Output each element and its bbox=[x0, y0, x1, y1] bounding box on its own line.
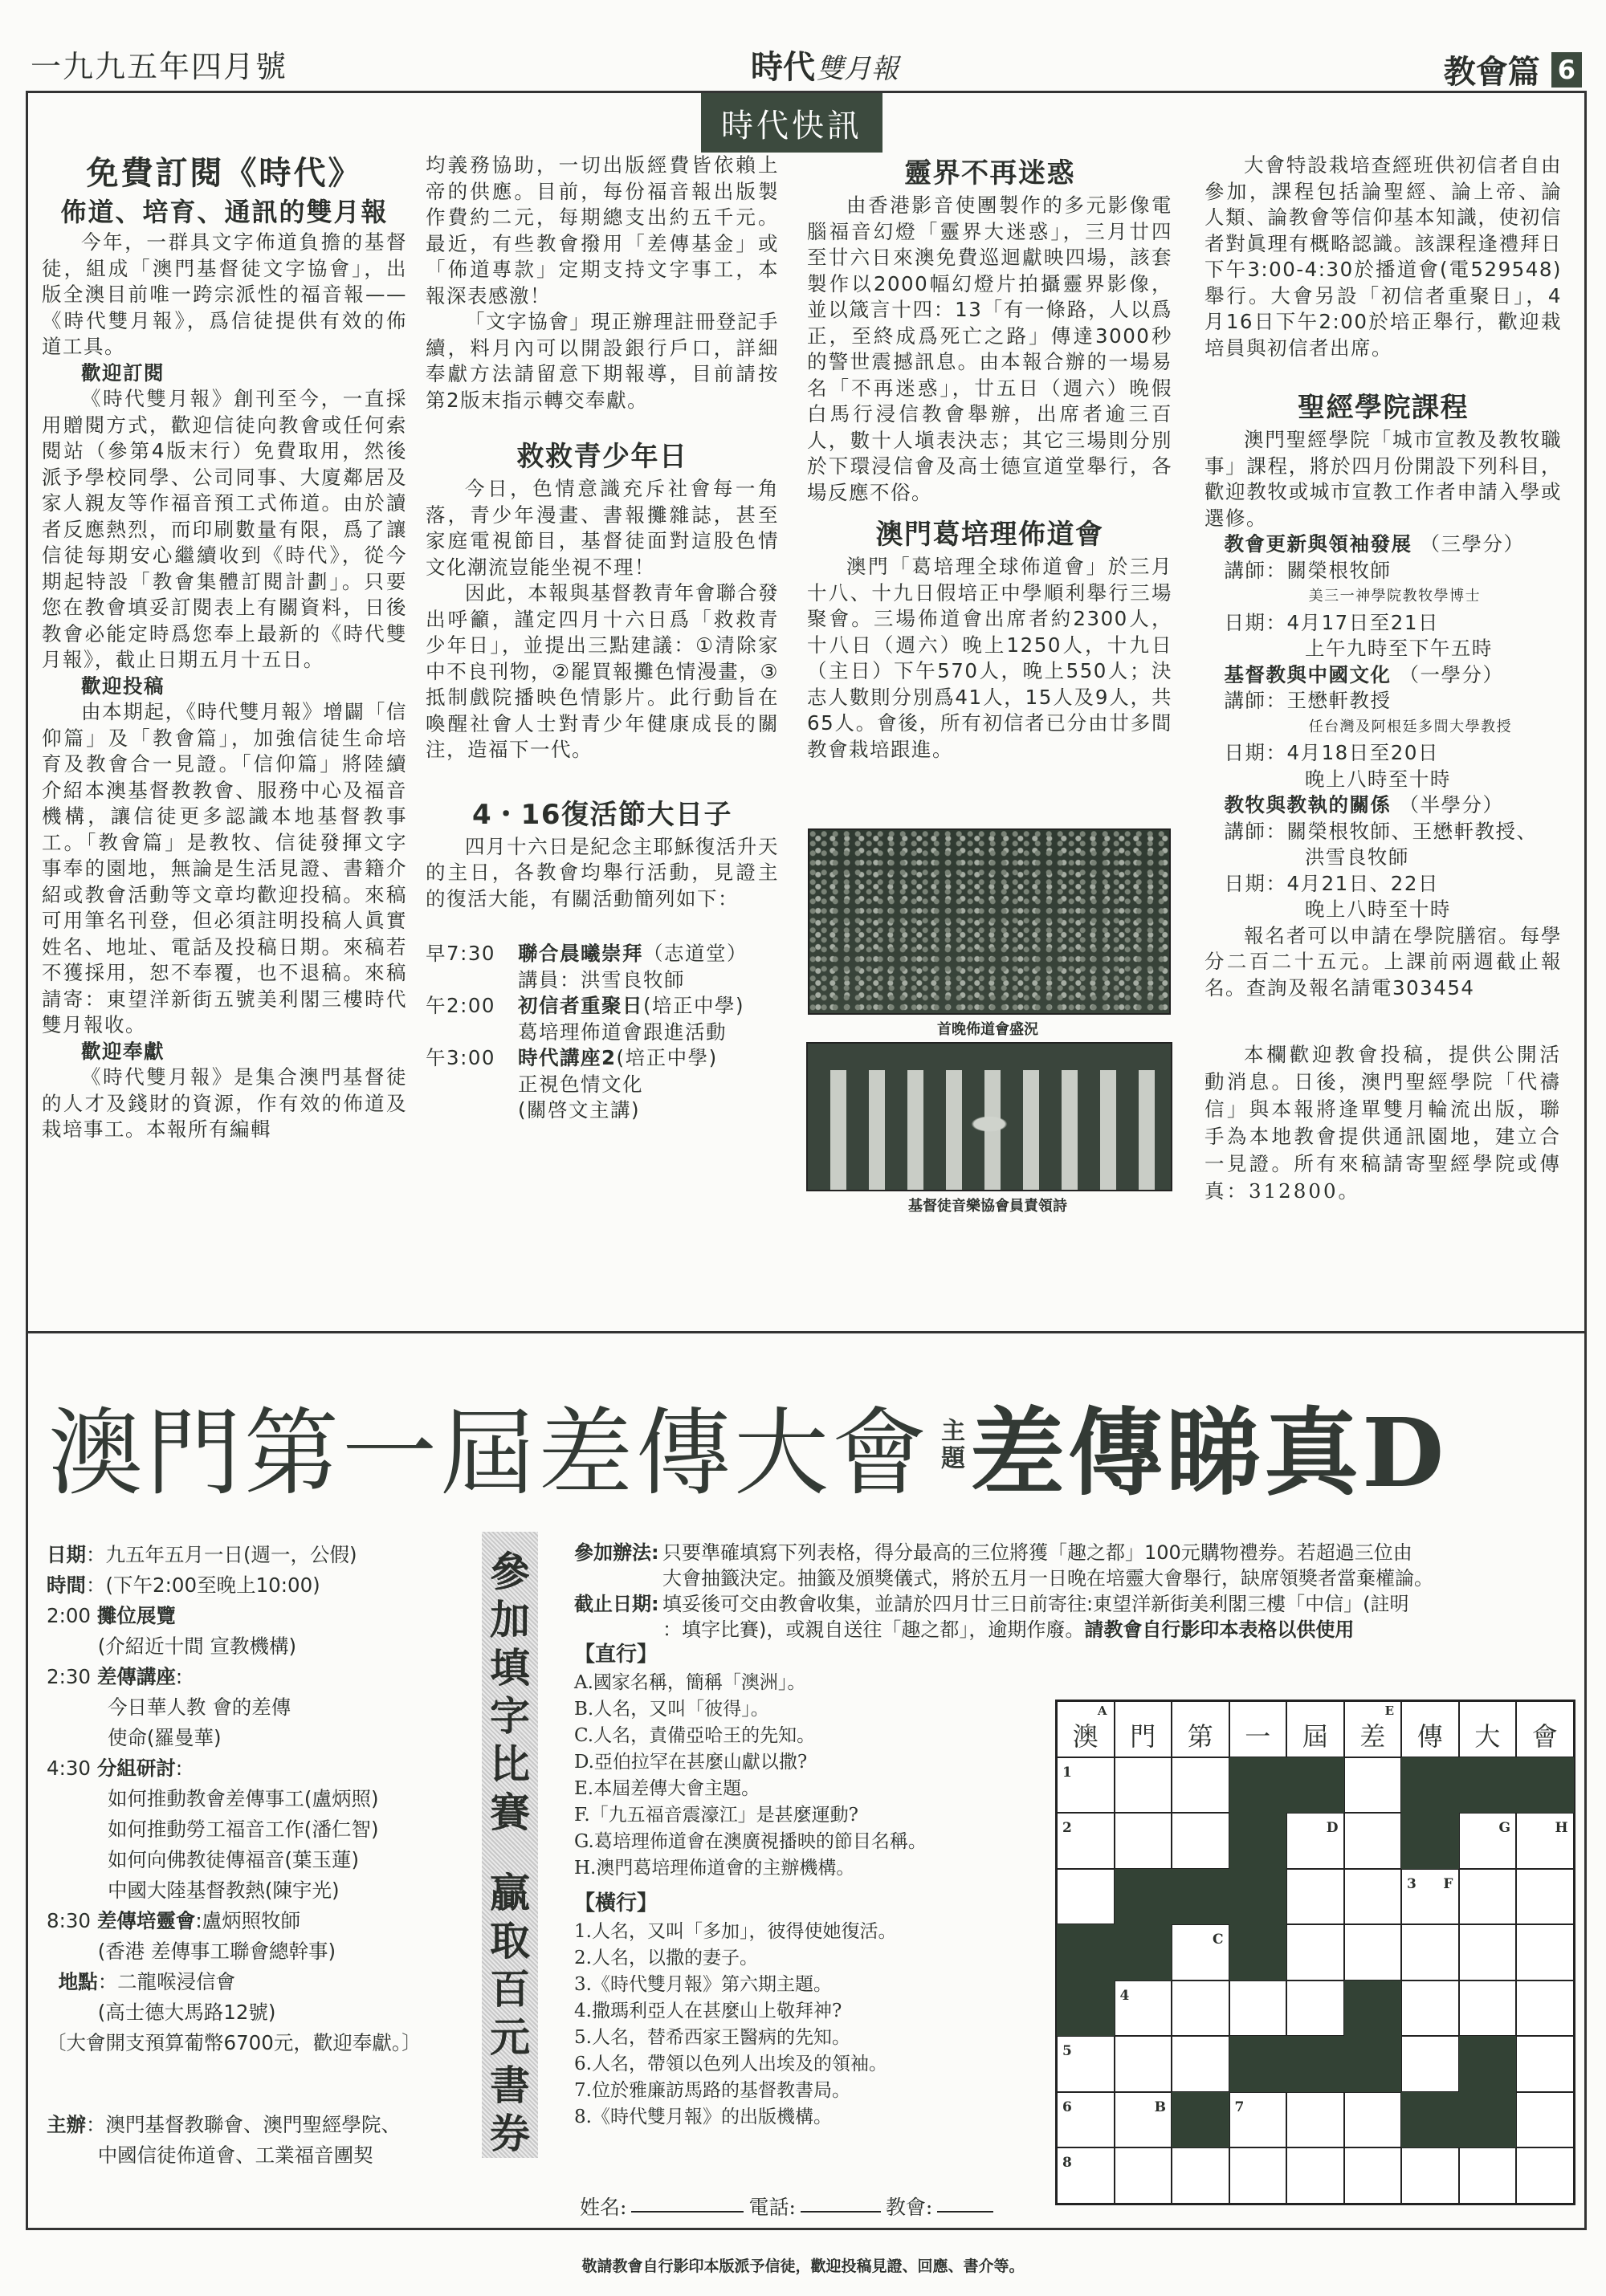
crossword-cell[interactable] bbox=[1286, 2092, 1344, 2148]
subheading: 歡迎訂閱 bbox=[81, 360, 165, 385]
crossword-block bbox=[1459, 1757, 1517, 1814]
crossword-cell[interactable] bbox=[1057, 1757, 1115, 1814]
program-detail: 如何推動教會差傳事工(盧炳照) bbox=[107, 1787, 379, 1810]
crossword-cell[interactable] bbox=[1344, 1813, 1402, 1869]
crossword-cell[interactable] bbox=[1115, 2147, 1172, 2204]
crossword-block bbox=[1286, 2036, 1344, 2092]
crossword-cell[interactable] bbox=[1401, 1869, 1459, 1925]
clue: B.人名，又叫「彼得」。 bbox=[574, 1699, 769, 1720]
paper-title: 時代 bbox=[751, 49, 815, 86]
crossword-cell[interactable] bbox=[1344, 2147, 1402, 2204]
program-detail: 今日華人教 會的差傳 bbox=[107, 1696, 291, 1719]
paragraph: 《時代雙月報》是集合澳門基督徒的人才及錢財的資源，作有效的佈道及栽培事工。本報所有編輯 bbox=[42, 1065, 407, 1141]
schedule-time: 午3:00 bbox=[426, 1046, 496, 1069]
crossword-cell[interactable] bbox=[1172, 1981, 1229, 2037]
crossword-cell bbox=[1229, 1701, 1287, 1757]
clue-number: 7 bbox=[1234, 2099, 1245, 2115]
clue-letter: F bbox=[1443, 1875, 1453, 1892]
clue-number: 3 bbox=[1407, 1875, 1416, 1892]
crossword-block bbox=[1115, 1869, 1172, 1925]
crossword-block bbox=[1057, 1924, 1115, 1981]
budget-line: 〔大會開支預算葡幣6700元，歡迎奉獻。〕 bbox=[47, 2031, 422, 2054]
section-name: 教會篇 bbox=[1443, 54, 1540, 91]
paper-name bbox=[751, 42, 899, 88]
photo-caption: 基督徒音樂協會員責領詩 bbox=[908, 1198, 1067, 1215]
phone-label: 電話: bbox=[748, 2196, 796, 2219]
organizer-line: 主辦：澳門基督教聯會、澳門聖經學院、 bbox=[47, 2113, 401, 2136]
crossword-cell[interactable] bbox=[1115, 1813, 1172, 1869]
crossword-cell[interactable] bbox=[1115, 1981, 1172, 2037]
paragraph: 「文字協會」現正辦理註冊登記手續，料月內可以開設銀行戶口，詳細奉獻方法請留意下期報導，目前請按第2版末指示轉交奉獻。 bbox=[426, 310, 779, 412]
event-place: （志道堂） bbox=[643, 942, 748, 965]
article-title: 4・16復活節大日子 bbox=[472, 798, 732, 831]
down-header: 【直行】 bbox=[574, 1643, 658, 1667]
crossword-cell[interactable] bbox=[1057, 1813, 1115, 1869]
event-name: 聯合晨曦崇拜 bbox=[518, 942, 643, 965]
event-name: 初信者重聚日 bbox=[518, 994, 643, 1017]
clue-letter: B bbox=[1154, 2099, 1166, 2115]
crossword-block bbox=[1286, 1757, 1344, 1814]
crossword-block bbox=[1172, 1869, 1229, 1925]
crossword-block bbox=[1229, 1757, 1287, 1814]
clue: E.本屆差傳大會主題。 bbox=[574, 1778, 760, 1799]
crossword-cell[interactable] bbox=[1172, 2147, 1229, 2204]
crossword-block bbox=[1229, 1813, 1287, 1869]
crossword-block bbox=[1057, 1981, 1115, 2037]
program-detail: 使命(羅曼華) bbox=[107, 1726, 222, 1749]
crossword-cell[interactable] bbox=[1057, 2147, 1115, 2204]
photo-caption: 首晚佈道會盛況 bbox=[937, 1021, 1038, 1038]
crossword-block bbox=[1344, 2036, 1402, 2092]
paragraph: 因此，本報與基督教青年會聯合發出呼籲，謹定四月十六日爲「救救青少年日」，並提出三點建議：①清除家中不良刊物，②罷買報攤色情漫畫，③抵制戲院播映色情影片。此行動旨在喚醒社會人士對青少年健康成長的關注，造福下一代。 bbox=[426, 581, 779, 761]
course-teacher: 講師：關榮根牧師 bbox=[1224, 558, 1392, 582]
article-subtitle: 佈道、培育、通訊的雙月報 bbox=[60, 197, 389, 227]
paragraph: 澳門聖經學院「城市宣教及教牧職事」課程，將於四月份開設下列科目，歡迎教牧或城市宣教工作者申請入學或選修。 bbox=[1204, 428, 1562, 530]
clue-number: 4 bbox=[1119, 1987, 1130, 2004]
crossword-cell[interactable] bbox=[1344, 1757, 1402, 1814]
easter-schedule bbox=[426, 941, 779, 1124]
clue: 5.人名，替希西家王醫病的先知。 bbox=[574, 2027, 850, 2048]
clue-number: 8 bbox=[1062, 2155, 1072, 2171]
crossword-cell[interactable] bbox=[1057, 2092, 1115, 2148]
name-field[interactable] bbox=[631, 2192, 744, 2213]
rule-text: 大會抽籤決定。抽籤及頒獎儀式，將於五月一日晚在培靈大會舉行，缺席領獎者當棄權論。 bbox=[662, 1567, 1433, 1590]
article-column-3 bbox=[807, 153, 1172, 763]
crossword-cell bbox=[1516, 1701, 1574, 1757]
cell-char: 差 bbox=[1359, 1721, 1386, 1752]
time-line: 時間：(下午2:00至晚上10:00) bbox=[47, 1573, 320, 1597]
course-time: 上午九時至下午五時 bbox=[1304, 637, 1493, 660]
crossword-cell bbox=[1344, 1701, 1402, 1757]
contest-rules bbox=[574, 1540, 1522, 1643]
venue-line: 地點：二龍喉浸信會 bbox=[58, 1970, 236, 1993]
article-title: 免費訂閱《時代》 bbox=[86, 155, 363, 192]
clue-letter: G bbox=[1498, 1820, 1510, 1836]
contest-vertical-title: 參 加 填 字 比 賽 贏 取 百 元 書 券 bbox=[482, 1532, 538, 2158]
crossword-cell[interactable] bbox=[1115, 2036, 1172, 2092]
cell-char: 第 bbox=[1187, 1721, 1213, 1752]
program-item: 4:30 分組研討: bbox=[47, 1757, 183, 1780]
clue: 3.《時代雙月報》第六期主題。 bbox=[574, 1974, 832, 1995]
course-time: 晚上八時至十時 bbox=[1304, 898, 1451, 921]
cell-char: 門 bbox=[1130, 1721, 1156, 1752]
clue: 4.撒瑪利亞人在甚麼山上敬拜神? bbox=[574, 2001, 842, 2021]
crossword-block bbox=[1172, 2092, 1229, 2148]
mission-info bbox=[47, 1540, 472, 2171]
crossword-cell[interactable] bbox=[1344, 1869, 1402, 1925]
clue-letter: A bbox=[1097, 1704, 1107, 1718]
crossword-cell[interactable] bbox=[1057, 2036, 1115, 2092]
crossword-cell[interactable] bbox=[1459, 1813, 1517, 1869]
crossword-block bbox=[1229, 2036, 1287, 2092]
crossword-cell[interactable] bbox=[1344, 1924, 1402, 1981]
church-label: 教會: bbox=[885, 2196, 933, 2219]
crossword-block bbox=[1516, 1757, 1574, 1814]
program-detail: 中國大陸基督教熱(陳宇光) bbox=[107, 1879, 340, 1902]
crossword-cell[interactable] bbox=[1115, 2092, 1172, 2148]
paragraph: 今年，一群具文字佈道負擔的基督徒，組成「澳門基督徒文字協會」，出版全澳目前唯一跨宗派性的福音報——《時代雙月報》，爲信徒提供有效的佈道工具。 bbox=[42, 230, 407, 358]
paragraph: 由香港影音使團製作的多元影像電腦福音幻燈「靈界大迷惑」，三月廿四至廿六日來澳免費巡迴獻映四場，該套製作以2000幅幻燈片拍攝靈界影像，並以箴言十四：13「有一條路，人以爲正，至終成爲死亡之路」傳達3000秒的警世震撼訊息。由本報合辦的一場易名「不再迷惑」，廿五日（週六）晚假白馬行浸信教會舉辦，出席者逾三百人，數十人塡表決志；其它三場則分別於下環浸信會及高士德宣道堂舉行，各場反應不俗。 bbox=[807, 193, 1172, 504]
footer-note: 敬請教會自行影印本版派予信徒，歡迎投稿見證、回應、書介等。 bbox=[581, 2257, 1025, 2275]
crossword-block bbox=[1229, 1924, 1287, 1981]
clue: 2.人名，以撒的妻子。 bbox=[574, 1948, 758, 1968]
clue-number: 6 bbox=[1062, 2099, 1072, 2115]
course-list bbox=[1204, 531, 1562, 923]
crossword-cell[interactable] bbox=[1286, 1869, 1344, 1925]
article-title: 聖經學院課程 bbox=[1298, 392, 1469, 424]
news-banner: 時代快訊 bbox=[701, 93, 882, 153]
crossword-cell[interactable] bbox=[1516, 1813, 1574, 1869]
program-item: 2:30 差傳講座: bbox=[47, 1665, 183, 1688]
rule-text: 只要準確填寫下列表格，得分最高的三位將獲「趣之都」100元購物禮券。若超過三位由 bbox=[662, 1541, 1412, 1564]
schedule-detail: (關啓文主講) bbox=[518, 1098, 641, 1122]
crossword-cell bbox=[1401, 1701, 1459, 1757]
article-title: 救救青少年日 bbox=[516, 441, 688, 473]
clue-number: 2 bbox=[1062, 1820, 1072, 1836]
clue: 6.人名，帶領以色列人出埃及的領袖。 bbox=[574, 2054, 887, 2074]
article-title: 靈界不再迷惑 bbox=[904, 157, 1075, 189]
schedule-time: 午2:00 bbox=[426, 994, 496, 1017]
crossword-cell[interactable] bbox=[1401, 2147, 1459, 2204]
event-name: 時代講座2 bbox=[518, 1046, 617, 1069]
entry-form bbox=[580, 2192, 993, 2221]
program-item: 2:00 攤位展覽 bbox=[47, 1604, 176, 1627]
clue-letter: C bbox=[1212, 1932, 1224, 1948]
crossword-cell[interactable] bbox=[1286, 1813, 1344, 1869]
event-place: (培正中學) bbox=[643, 994, 745, 1017]
phone-field[interactable] bbox=[801, 2192, 881, 2213]
course-name: 教牧與教執的關係 （半學分） bbox=[1224, 793, 1504, 816]
clue: A.國家名稱，簡稱「澳洲」。 bbox=[574, 1672, 806, 1693]
program-item: 8:30 差傳培靈會:盧炳照牧師 bbox=[47, 1909, 301, 1932]
subheading: 歡迎奉獻 bbox=[81, 1039, 165, 1063]
crossword-cell bbox=[1286, 1701, 1344, 1757]
schedule-event bbox=[518, 993, 779, 1020]
mission-title-main: 澳門第一屆差傳大會 bbox=[48, 1398, 931, 1508]
crossword-cell[interactable] bbox=[1286, 1981, 1344, 2037]
course-teacher: 講師：關榮根牧師、王懋軒教授、 bbox=[1224, 819, 1538, 843]
crossword-cell[interactable] bbox=[1401, 2036, 1459, 2092]
crossword-block bbox=[1459, 2092, 1517, 2148]
cell-char: 傳 bbox=[1416, 1721, 1443, 1752]
course-teacher: 講師：王懋軒教授 bbox=[1224, 689, 1392, 712]
crossword-block bbox=[1344, 1981, 1402, 2037]
clue: H.澳門葛培理佈道會的主辦機構。 bbox=[574, 1858, 855, 1879]
schedule-event bbox=[518, 941, 779, 967]
crossword-block bbox=[1459, 2036, 1517, 2092]
clue: 7.位於雅廉訪馬路的基督教書局。 bbox=[574, 2080, 850, 2101]
crossword-cell[interactable] bbox=[1172, 1813, 1229, 1869]
course-date: 日期：4月21日、22日 bbox=[1224, 871, 1439, 895]
clue: C.人名，責備亞哈王的先知。 bbox=[574, 1725, 816, 1746]
article-title: 澳門葛培理佈道會 bbox=[875, 519, 1104, 551]
crossword-cell bbox=[1459, 1701, 1517, 1757]
schedule-detail: 講員：洪雪良牧師 bbox=[518, 967, 685, 991]
course-name: 基督教與中國文化 （一學分） bbox=[1224, 662, 1504, 686]
course-teacher-cont: 洪雪良牧師 bbox=[1304, 845, 1409, 869]
name-label: 姓名: bbox=[580, 2196, 627, 2219]
schedule-time: 早7:30 bbox=[426, 942, 496, 965]
crossword-cell[interactable] bbox=[1172, 2036, 1229, 2092]
crossword-block bbox=[1115, 1924, 1172, 1981]
paragraph: 大會特設栽培查經班供初信者自由參加，課程包括論聖經、論上帝、論 人類、論教會等信仰基本知識，使初信者對眞理有概略認識。該課程逢禮拜日下午3:00-4:30於播道會(電529548)舉行。大會另設「初信者重聚日」，4月16日下午2:00於培正舉行，歡迎栽培員與初信者出席。 bbox=[1204, 153, 1562, 360]
cell-char: 大 bbox=[1474, 1721, 1501, 1752]
issue-date: 一九九五年四月號 bbox=[31, 49, 288, 84]
mission-title-label: 主題 bbox=[936, 1418, 965, 1472]
section-header bbox=[1444, 47, 1582, 92]
crossword-cell[interactable] bbox=[1459, 1981, 1517, 2037]
crossword-cell[interactable] bbox=[1516, 1924, 1574, 1981]
crossword-cell[interactable] bbox=[1286, 2147, 1344, 2204]
clue: D.亞伯拉罕在甚麼山獻以撒? bbox=[574, 1752, 808, 1773]
choir-photo bbox=[806, 1042, 1172, 1191]
paragraph: 今日，色情意識充斥社會每一角落，青少年漫畫、書報攤雜誌，甚至家庭電視節目，基督徒面對這股色情文化潮流豈能坐視不理！ bbox=[426, 477, 779, 579]
rule-text: ：填字比賽)，或親自送往「趣之都」，逾期作廢。請教會自行影印本表格以供使用 bbox=[662, 1618, 1355, 1641]
crossword-cell[interactable] bbox=[1229, 2147, 1287, 2204]
crossword-cell[interactable] bbox=[1459, 1869, 1517, 1925]
teacher-note: 美三一神學院教牧學博士 bbox=[1308, 588, 1482, 605]
article-subscribe bbox=[42, 153, 407, 1143]
clue-letter: H bbox=[1555, 1820, 1568, 1836]
crossword-cell[interactable] bbox=[1286, 1924, 1344, 1981]
crossword-cell[interactable] bbox=[1516, 2036, 1574, 2092]
crowd-photo bbox=[808, 828, 1171, 1015]
paragraph: 由本期起，《時代雙月報》增闢「信仰篇」及「教會篇」，加強信徒生命培育及教會合一見證。「信仰篇」將陸續介紹本澳基督教教會、服務中心及福音機構，讓信徒更多認識本地基督教事工。「教會篇」是教牧、信徒發揮文字事奉的園地，無論是生活見證、書籍介紹或教會活動等文章均歡迎投稿。來稿可用筆名刊登，但必須註明投稿人眞實姓名、地址、電話及投稿日期。來稿若不獲採用，恕不奉覆，也不退稿。來稿請寄：東望洋新街五號美利閣三樓時代雙月報收。 bbox=[42, 700, 407, 1036]
schedule-detail: 葛培理佈道會跟進活動 bbox=[518, 1020, 727, 1044]
crossword-block bbox=[1229, 1869, 1287, 1925]
article-column-4 bbox=[1204, 153, 1562, 1205]
crossword-cell[interactable] bbox=[1459, 1924, 1517, 1981]
crossword-grid bbox=[1055, 1700, 1575, 2205]
program-detail: (介紹近十間 宣教機構) bbox=[97, 1634, 297, 1658]
paragraph: 澳門「葛培理全球佈道會」於三月十八、十九日假培正中學順利舉行三場聚會。三場佈道會出席者約2300人，十八日（週六）晚上1250人，十九日（主日）下午570人，晚上550人；決志人數則分別爲41人，15人及9人，共65人。會後，所有初信者已分由廿多間教會栽培跟進。 bbox=[807, 555, 1172, 761]
crossword-block bbox=[1401, 1757, 1459, 1814]
subheading: 歡迎投稿 bbox=[81, 674, 165, 698]
clue-letter: D bbox=[1326, 1820, 1339, 1836]
schedule-event bbox=[518, 1045, 779, 1072]
paper-subtitle: 雙月報 bbox=[817, 53, 899, 85]
rule-label: 截止日期: bbox=[574, 1593, 659, 1615]
crossword-block bbox=[1401, 1813, 1459, 1869]
clue-letter: E bbox=[1384, 1704, 1394, 1718]
article-column-2 bbox=[426, 153, 779, 1124]
cell-char: 會 bbox=[1531, 1721, 1558, 1752]
crossword-cell[interactable] bbox=[1516, 1981, 1574, 2037]
cell-char: 一 bbox=[1245, 1721, 1271, 1752]
paragraph: 報名者可以申請在學院膳宿。每學分二百二十五元。上課前兩週截止報名。查詢及報名請電303454 bbox=[1204, 923, 1562, 999]
crossword-cell bbox=[1057, 1701, 1115, 1757]
organizer-line-2: 中國信徒佈道會、工業福音團契 bbox=[97, 2143, 373, 2167]
page-number: 6 bbox=[1551, 52, 1582, 88]
mission-title bbox=[48, 1377, 1447, 1513]
clue: G.葛培理佈道會在澳廣視播映的節目名稱。 bbox=[574, 1831, 927, 1852]
crossword-cell[interactable] bbox=[1516, 2147, 1574, 2204]
crossword-cell[interactable] bbox=[1172, 1924, 1229, 1981]
clue: 1.人名，又叫「多加」，彼得使她復活。 bbox=[574, 1921, 897, 1942]
crossword-cell[interactable] bbox=[1115, 1757, 1172, 1814]
paragraph: 均義務協助，一切出版經費皆依賴上帝的供應。目前，每份福音報出版製作費約二元，每期總支出約五千元。最近，有些教會撥用「差傳基金」或「佈道專款」定期支持文字事工，本報深表感激！ bbox=[426, 153, 779, 307]
paragraph: 四月十六日是紀念主耶穌復活升天的主日，各教會均舉行活動，見證主的復活大能，有關活動簡列如下： bbox=[426, 834, 779, 910]
crossword-cell[interactable] bbox=[1401, 1924, 1459, 1981]
clue-number: 5 bbox=[1062, 2043, 1072, 2059]
program-detail: 如何推動勞工福音工作(潘仁智) bbox=[107, 1818, 379, 1841]
clue-number: 1 bbox=[1062, 1764, 1072, 1781]
crossword-cell bbox=[1115, 1701, 1172, 1757]
crossword-cell bbox=[1172, 1701, 1229, 1757]
rule-label: 參加辦法: bbox=[574, 1541, 659, 1564]
cell-char: 澳 bbox=[1072, 1721, 1099, 1752]
church-field[interactable] bbox=[937, 2192, 993, 2213]
program-detail: (香港 差傳事工聯會總幹事) bbox=[97, 1940, 336, 1963]
mission-theme: 差傳睇真D bbox=[970, 1397, 1448, 1508]
crossword-cell[interactable] bbox=[1057, 1869, 1115, 1925]
crossword-block bbox=[1401, 2092, 1459, 2148]
crossword-cell[interactable] bbox=[1229, 1981, 1287, 2037]
rule-text: 填妥後可交由教會收集，並請於四月廿三日前寄往:東望洋新街美利閣三樓「中信」(註明 bbox=[662, 1593, 1409, 1615]
crossword-cell[interactable] bbox=[1516, 1869, 1574, 1925]
across-header: 【橫行】 bbox=[574, 1891, 658, 1915]
crossword-cell[interactable] bbox=[1344, 2092, 1402, 2148]
course-date: 日期：4月18日至20日 bbox=[1224, 741, 1439, 764]
course-time: 晚上八時至十時 bbox=[1304, 767, 1451, 791]
paragraph: 《時代雙月報》創刊至今，一直採用贈閱方式，歡迎信徒向教會或任何索閱站（參第4版末行）免費取用，然後派予學校同學、公司同事、大廈鄰居及家人親友等作福音預工式佈道。由於讀者反應熱烈，而印刷數量有限，爲了讓信徒每期安心繼續收到《時代》，從今期起特設「教會集體訂閱計劃」。只要您在教會填妥訂閱表上有關資料，日後教會必能定時爲您奉上最新的《時代雙月報》，截止日期五月十五日。 bbox=[42, 387, 407, 671]
teacher-note: 任台灣及阿根廷多間大學教授 bbox=[1308, 718, 1513, 735]
crossword-cell[interactable] bbox=[1229, 2092, 1287, 2148]
cell-char: 屆 bbox=[1302, 1721, 1328, 1752]
course-name: 教會更新與領袖發展 （三學分） bbox=[1224, 532, 1525, 556]
clue: F.「九五福音震濠江」是甚麼運動? bbox=[574, 1805, 859, 1826]
date-line: 日期：九五年五月一日(週一，公假) bbox=[47, 1543, 357, 1566]
column-note: 本欄歡迎教會投稿，提供公開活動消息。日後，澳門聖經學院「代禱信」與本報將逢單雙月輪流出版，聯手為本地教會提供通訊園地，建立合一見證。所有來稿請寄聖經學院或傳真：312800。 bbox=[1204, 1043, 1562, 1203]
crossword-cell[interactable] bbox=[1401, 1981, 1459, 2037]
crossword-clues bbox=[574, 1639, 1056, 2131]
crossword-cell[interactable] bbox=[1172, 1757, 1229, 1814]
clue: 8.《時代雙月報》的出版機構。 bbox=[574, 2107, 832, 2127]
schedule-detail: 正視色情文化 bbox=[518, 1072, 643, 1096]
crossword-cell[interactable] bbox=[1516, 2092, 1574, 2148]
crossword-cell[interactable] bbox=[1459, 2147, 1517, 2204]
course-date: 日期：4月17日至21日 bbox=[1224, 610, 1439, 634]
program-detail: 如何向佛教徒傳福音(葉玉蓮) bbox=[107, 1848, 360, 1871]
venue-address: (高士德大馬路12號) bbox=[97, 2001, 276, 2024]
event-place: (培正中學) bbox=[616, 1046, 718, 1069]
